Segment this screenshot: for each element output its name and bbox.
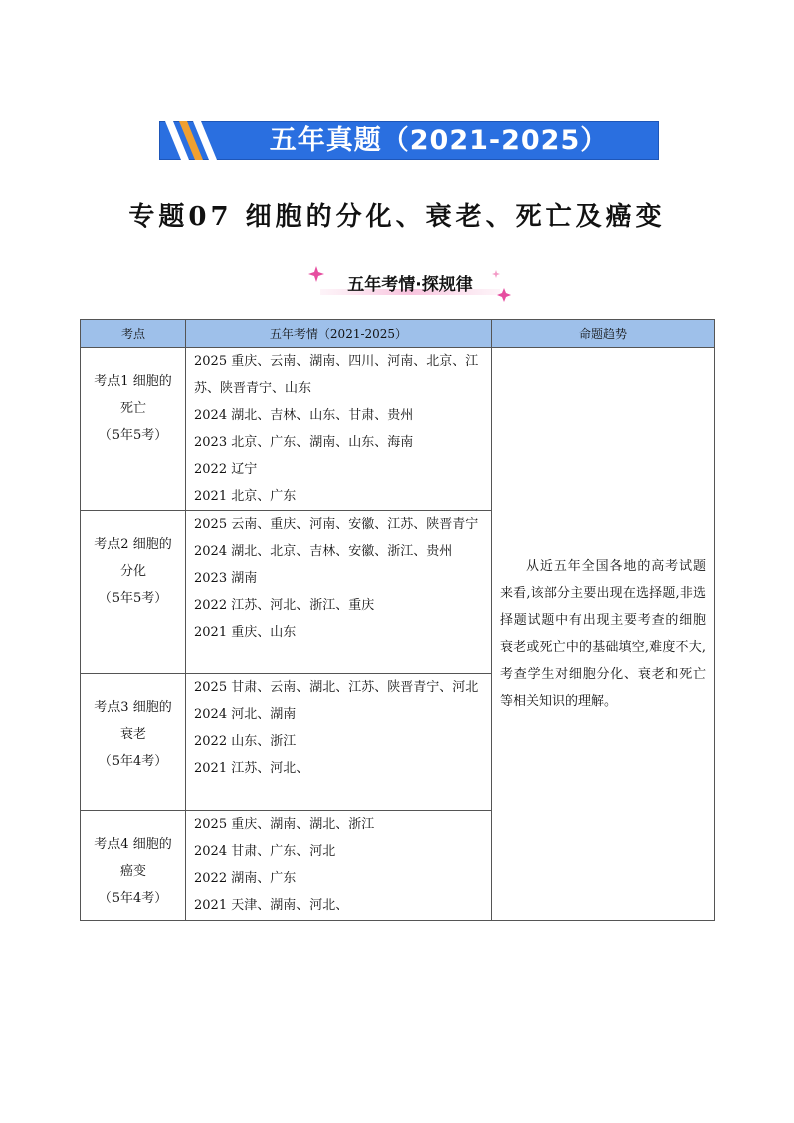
subheading-text: 五年考情·探规律: [347, 275, 473, 295]
exam-point-line: 死亡: [119, 401, 146, 416]
exam-analysis-table: [80, 319, 715, 921]
exam-point-line: （5年4考）: [98, 754, 168, 769]
year-line: 2021 天津、湖南、河北、: [194, 898, 349, 913]
year-line: 2022 山东、浙江: [194, 734, 297, 749]
stripe-decoration-icon: [159, 121, 229, 160]
year-line: 2022 辽宁: [194, 462, 258, 477]
header-years: 五年考情（2021-2025）: [186, 320, 492, 348]
trend-cell: [492, 348, 715, 921]
table-row: [81, 348, 715, 511]
exam-point-line: （5年4考）: [98, 891, 168, 906]
year-line: 2024 甘肃、广东、河北: [194, 844, 336, 859]
exam-point-line: 考点3 细胞的: [94, 700, 172, 715]
year-line: 2025 重庆、云南、湖南、四川、河南、北京、江苏、陕晋青宁、山东: [194, 354, 479, 396]
year-line: 2025 云南、重庆、河南、安徽、江苏、陕晋青宁: [194, 517, 479, 532]
year-line: 2022 湖南、广东: [194, 871, 297, 886]
exam-point-cell: [81, 348, 186, 511]
exam-point-cell: [81, 511, 186, 674]
exam-point-line: 衰老: [119, 727, 146, 742]
exam-point-cell: [81, 674, 186, 811]
exam-point-cell: [81, 811, 186, 921]
year-line: 2024 河北、湖南: [194, 707, 297, 722]
year-line: 2025 重庆、湖南、湖北、浙江: [194, 817, 375, 832]
section-subheading: [300, 262, 520, 302]
banner-title: 五年真题（2021-2025）: [269, 125, 609, 156]
year-line: 2024 湖北、吉林、山东、甘肃、贵州: [194, 408, 414, 423]
years-cell: [186, 348, 492, 511]
year-line: 2024 湖北、北京、吉林、安徽、浙江、贵州: [194, 544, 453, 559]
table-header-row: [81, 320, 715, 348]
year-line: 2023 北京、广东、湖南、山东、海南: [194, 435, 414, 450]
years-cell: [186, 811, 492, 921]
years-cell: [186, 511, 492, 674]
year-line: 2021 江苏、河北、: [194, 761, 310, 776]
exam-point-line: 考点1 细胞的: [94, 374, 172, 389]
exam-point-line: （5年5考）: [98, 591, 168, 606]
year-line: 2022 江苏、河北、浙江、重庆: [194, 598, 375, 613]
year-line: 2021 重庆、山东: [194, 625, 297, 640]
year-line: 2021 北京、广东: [194, 489, 297, 504]
trend-text: 从近五年全国各地的高考试题来看,该部分主要出现在选择题,非选择题试题中有出现主要考查的细胞衰老或死亡中的基础填空,难度不大,考查学生对细胞分化、衰老和死亡等相关知识的理解。: [500, 559, 706, 709]
years-cell: [186, 674, 492, 811]
topic-title: 专题07 细胞的分化、衰老、死亡及癌变: [128, 202, 666, 232]
exam-point-line: 考点4 细胞的: [94, 837, 172, 852]
year-line: 2023 湖南: [194, 571, 258, 586]
year-line: 2025 甘肃、云南、湖北、江苏、陕晋青宁、河北: [194, 680, 479, 695]
header-point: 考点: [81, 320, 186, 348]
exam-point-line: 分化: [119, 564, 146, 579]
title-banner: [159, 121, 659, 160]
header-trend: 命题趋势: [492, 320, 715, 348]
exam-point-line: （5年5考）: [98, 428, 168, 443]
exam-point-line: 癌变: [119, 864, 146, 879]
exam-point-line: 考点2 细胞的: [94, 537, 172, 552]
